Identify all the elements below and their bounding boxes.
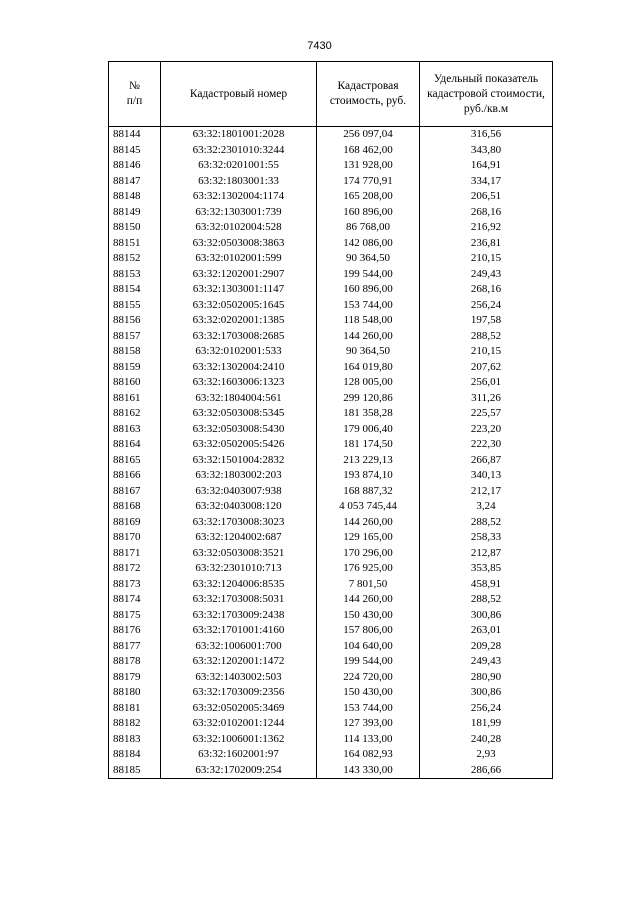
cadastral-value-cell: 143 330,00 xyxy=(317,763,420,779)
row-index-cell: 88156 xyxy=(109,313,161,329)
table-row xyxy=(109,639,553,655)
table-row xyxy=(109,670,553,686)
specific-value-cell: 209,28 xyxy=(420,639,553,655)
specific-value-cell: 249,43 xyxy=(420,267,553,283)
cadastral-value-cell: 160 896,00 xyxy=(317,205,420,221)
specific-value-cell: 2,93 xyxy=(420,747,553,763)
specific-value-cell: 334,17 xyxy=(420,174,553,190)
table-row xyxy=(109,391,553,407)
cadastral-number-cell: 63:32:1703008:2685 xyxy=(161,329,317,345)
cadastral-value-cell: 86 768,00 xyxy=(317,220,420,236)
cadastral-value-cell: 179 006,40 xyxy=(317,422,420,438)
specific-value-cell: 340,13 xyxy=(420,468,553,484)
table-row xyxy=(109,499,553,515)
row-index-cell: 88154 xyxy=(109,282,161,298)
specific-value-cell: 458,91 xyxy=(420,577,553,593)
specific-value-cell: 210,15 xyxy=(420,251,553,267)
specific-value-cell: 286,66 xyxy=(420,763,553,779)
cadastral-number-cell: 63:32:1204002:687 xyxy=(161,530,317,546)
cadastral-value-cell: 7 801,50 xyxy=(317,577,420,593)
row-index-cell: 88157 xyxy=(109,329,161,345)
cadastral-number-cell: 63:32:0503008:5345 xyxy=(161,406,317,422)
cadastral-value-cell: 150 430,00 xyxy=(317,685,420,701)
specific-value-cell: 288,52 xyxy=(420,329,553,345)
specific-value-cell: 236,81 xyxy=(420,236,553,252)
cadastral-value-cell: 168 887,32 xyxy=(317,484,420,500)
cadastral-value-cell: 199 544,00 xyxy=(317,267,420,283)
cadastral-number-cell: 63:32:0102001:1244 xyxy=(161,716,317,732)
table-row xyxy=(109,220,553,236)
specific-value-cell: 225,57 xyxy=(420,406,553,422)
table-row xyxy=(109,515,553,531)
table-row xyxy=(109,546,553,562)
header-index-label: № п/п xyxy=(126,80,143,107)
cadastral-number-cell: 63:32:1303001:739 xyxy=(161,205,317,221)
cadastral-number-cell: 63:32:0102001:533 xyxy=(161,344,317,360)
row-index-cell: 88176 xyxy=(109,623,161,639)
table-row xyxy=(109,267,553,283)
row-index-cell: 88144 xyxy=(109,127,161,143)
specific-value-cell: 266,87 xyxy=(420,453,553,469)
specific-value-cell: 3,24 xyxy=(420,499,553,515)
table-body xyxy=(109,127,553,779)
specific-value-cell: 256,24 xyxy=(420,701,553,717)
table-row xyxy=(109,174,553,190)
table-row xyxy=(109,453,553,469)
table-row xyxy=(109,685,553,701)
row-index-cell: 88150 xyxy=(109,220,161,236)
cadastral-number-cell: 63:32:1701001:4160 xyxy=(161,623,317,639)
row-index-cell: 88158 xyxy=(109,344,161,360)
table-row xyxy=(109,747,553,763)
cadastral-number-cell: 63:32:1801001:2028 xyxy=(161,127,317,143)
row-index-cell: 88151 xyxy=(109,236,161,252)
specific-value-cell: 256,24 xyxy=(420,298,553,314)
specific-value-cell: 316,56 xyxy=(420,127,553,143)
specific-value-cell: 256,01 xyxy=(420,375,553,391)
specific-value-cell: 280,90 xyxy=(420,670,553,686)
cadastral-value-cell: 114 133,00 xyxy=(317,732,420,748)
specific-value-cell: 181,99 xyxy=(420,716,553,732)
table-row xyxy=(109,530,553,546)
cadastral-number-cell: 63:32:0403007:938 xyxy=(161,484,317,500)
cadastral-value-cell: 299 120,86 xyxy=(317,391,420,407)
header-index xyxy=(109,62,161,127)
specific-value-cell: 288,52 xyxy=(420,592,553,608)
specific-value-cell: 288,52 xyxy=(420,515,553,531)
row-index-cell: 88163 xyxy=(109,422,161,438)
cadastral-value-cell: 164 082,93 xyxy=(317,747,420,763)
cadastral-number-cell: 63:32:0503008:3521 xyxy=(161,546,317,562)
cadastral-value-cell: 174 770,91 xyxy=(317,174,420,190)
row-index-cell: 88146 xyxy=(109,158,161,174)
cadastral-number-cell: 63:32:1204006:8535 xyxy=(161,577,317,593)
table-row xyxy=(109,205,553,221)
table-row xyxy=(109,143,553,159)
row-index-cell: 88147 xyxy=(109,174,161,190)
row-index-cell: 88159 xyxy=(109,360,161,376)
table-row xyxy=(109,282,553,298)
cadastral-value-cell: 104 640,00 xyxy=(317,639,420,655)
specific-value-cell: 212,87 xyxy=(420,546,553,562)
table-row xyxy=(109,654,553,670)
cadastral-number-cell: 63:32:1703009:2356 xyxy=(161,685,317,701)
row-index-cell: 88149 xyxy=(109,205,161,221)
cadastral-value-cell: 168 462,00 xyxy=(317,143,420,159)
table-row xyxy=(109,561,553,577)
header-cadastral-value xyxy=(317,62,420,127)
cadastral-number-cell: 63:32:1006001:1362 xyxy=(161,732,317,748)
table-row xyxy=(109,360,553,376)
cadastral-number-cell: 63:32:1803002:203 xyxy=(161,468,317,484)
table-row xyxy=(109,577,553,593)
cadastral-value-cell: 170 296,00 xyxy=(317,546,420,562)
cadastral-value-cell: 127 393,00 xyxy=(317,716,420,732)
row-index-cell: 88175 xyxy=(109,608,161,624)
table-row xyxy=(109,236,553,252)
cadastral-value-cell: 153 744,00 xyxy=(317,701,420,717)
table-row xyxy=(109,592,553,608)
row-index-cell: 88167 xyxy=(109,484,161,500)
specific-value-cell: 223,20 xyxy=(420,422,553,438)
table-row xyxy=(109,344,553,360)
table-row xyxy=(109,189,553,205)
cadastral-value-cell: 128 005,00 xyxy=(317,375,420,391)
cadastral-value-cell: 131 928,00 xyxy=(317,158,420,174)
table-row xyxy=(109,484,553,500)
cadastral-value-cell: 193 874,10 xyxy=(317,468,420,484)
row-index-cell: 88174 xyxy=(109,592,161,608)
cadastral-number-cell: 63:32:0202001:1385 xyxy=(161,313,317,329)
cadastral-number-cell: 63:32:1703008:5031 xyxy=(161,592,317,608)
cadastral-value-cell: 142 086,00 xyxy=(317,236,420,252)
cadastral-value-cell: 90 364,50 xyxy=(317,251,420,267)
table-row xyxy=(109,437,553,453)
header-cadastral-number-label: Кадастровый номер xyxy=(189,87,288,100)
cadastral-value-cell: 199 544,00 xyxy=(317,654,420,670)
cadastral-value-table xyxy=(108,61,553,779)
row-index-cell: 88152 xyxy=(109,251,161,267)
table-row xyxy=(109,251,553,267)
row-index-cell: 88172 xyxy=(109,561,161,577)
cadastral-number-cell: 63:32:1302004:2410 xyxy=(161,360,317,376)
cadastral-value-cell: 176 925,00 xyxy=(317,561,420,577)
table-row xyxy=(109,608,553,624)
row-index-cell: 88185 xyxy=(109,763,161,779)
specific-value-cell: 210,15 xyxy=(420,344,553,360)
specific-value-cell: 300,86 xyxy=(420,608,553,624)
table-row xyxy=(109,623,553,639)
table-row xyxy=(109,158,553,174)
table-row xyxy=(109,763,553,779)
specific-value-cell: 197,58 xyxy=(420,313,553,329)
row-index-cell: 88180 xyxy=(109,685,161,701)
row-index-cell: 88179 xyxy=(109,670,161,686)
cadastral-number-cell: 63:32:0502005:1645 xyxy=(161,298,317,314)
cadastral-value-cell: 164 019,80 xyxy=(317,360,420,376)
table-row xyxy=(109,313,553,329)
table-row xyxy=(109,127,553,143)
table-row xyxy=(109,406,553,422)
row-index-cell: 88178 xyxy=(109,654,161,670)
cadastral-number-cell: 63:32:0502005:5426 xyxy=(161,437,317,453)
specific-value-cell: 258,33 xyxy=(420,530,553,546)
specific-value-cell: 240,28 xyxy=(420,732,553,748)
cadastral-number-cell: 63:32:0201001:55 xyxy=(161,158,317,174)
table-row xyxy=(109,732,553,748)
cadastral-number-cell: 63:32:1803001:33 xyxy=(161,174,317,190)
cadastral-value-cell: 224 720,00 xyxy=(317,670,420,686)
cadastral-value-cell: 157 806,00 xyxy=(317,623,420,639)
cadastral-number-cell: 63:32:1603006:1323 xyxy=(161,375,317,391)
specific-value-cell: 212,17 xyxy=(420,484,553,500)
specific-value-cell: 353,85 xyxy=(420,561,553,577)
row-index-cell: 88181 xyxy=(109,701,161,717)
specific-value-cell: 263,01 xyxy=(420,623,553,639)
table-row xyxy=(109,422,553,438)
header-specific-value-label: Удельный показатель кадастровой стоимости, руб./кв.м xyxy=(427,72,545,115)
header-cadastral-number xyxy=(161,62,317,127)
cadastral-number-cell: 63:32:1703008:3023 xyxy=(161,515,317,531)
specific-value-cell: 311,26 xyxy=(420,391,553,407)
row-index-cell: 88161 xyxy=(109,391,161,407)
row-index-cell: 88170 xyxy=(109,530,161,546)
specific-value-cell: 268,16 xyxy=(420,282,553,298)
specific-value-cell: 216,92 xyxy=(420,220,553,236)
specific-value-cell: 164,91 xyxy=(420,158,553,174)
cadastral-number-cell: 63:32:1403002:503 xyxy=(161,670,317,686)
table-header-row xyxy=(109,62,553,127)
specific-value-cell: 343,80 xyxy=(420,143,553,159)
header-cadastral-value-label: Кадастровая стоимость, руб. xyxy=(329,80,407,107)
cadastral-number-cell: 63:32:1602001:97 xyxy=(161,747,317,763)
row-index-cell: 88160 xyxy=(109,375,161,391)
cadastral-number-cell: 63:32:1703009:2438 xyxy=(161,608,317,624)
specific-value-cell: 222,30 xyxy=(420,437,553,453)
cadastral-value-cell: 181 174,50 xyxy=(317,437,420,453)
cadastral-number-cell: 63:32:1202001:2907 xyxy=(161,267,317,283)
cadastral-number-cell: 63:32:1804004:561 xyxy=(161,391,317,407)
table-row xyxy=(109,468,553,484)
cadastral-number-cell: 63:32:1202001:1472 xyxy=(161,654,317,670)
specific-value-cell: 249,43 xyxy=(420,654,553,670)
cadastral-number-cell: 63:32:1006001:700 xyxy=(161,639,317,655)
row-index-cell: 88145 xyxy=(109,143,161,159)
row-index-cell: 88155 xyxy=(109,298,161,314)
table-row xyxy=(109,701,553,717)
row-index-cell: 88177 xyxy=(109,639,161,655)
specific-value-cell: 206,51 xyxy=(420,189,553,205)
cadastral-number-cell: 63:32:1303001:1147 xyxy=(161,282,317,298)
row-index-cell: 88162 xyxy=(109,406,161,422)
row-index-cell: 88173 xyxy=(109,577,161,593)
cadastral-value-cell: 144 260,00 xyxy=(317,515,420,531)
cadastral-number-cell: 63:32:0403008:120 xyxy=(161,499,317,515)
row-index-cell: 88148 xyxy=(109,189,161,205)
header-specific-value xyxy=(420,62,553,127)
cadastral-value-cell: 153 744,00 xyxy=(317,298,420,314)
cadastral-number-cell: 63:32:0503008:5430 xyxy=(161,422,317,438)
specific-value-cell: 300,86 xyxy=(420,685,553,701)
table-row xyxy=(109,375,553,391)
page-number: 7430 xyxy=(307,40,332,52)
cadastral-number-cell: 63:32:2301010:3244 xyxy=(161,143,317,159)
row-index-cell: 88183 xyxy=(109,732,161,748)
cadastral-number-cell: 63:32:0102004:528 xyxy=(161,220,317,236)
specific-value-cell: 207,62 xyxy=(420,360,553,376)
row-index-cell: 88171 xyxy=(109,546,161,562)
cadastral-number-cell: 63:32:0503008:3863 xyxy=(161,236,317,252)
cadastral-number-cell: 63:32:0102001:599 xyxy=(161,251,317,267)
cadastral-value-cell: 4 053 745,44 xyxy=(317,499,420,515)
cadastral-value-cell: 129 165,00 xyxy=(317,530,420,546)
cadastral-value-cell: 181 358,28 xyxy=(317,406,420,422)
cadastral-value-cell: 160 896,00 xyxy=(317,282,420,298)
cadastral-value-cell: 118 548,00 xyxy=(317,313,420,329)
row-index-cell: 88184 xyxy=(109,747,161,763)
cadastral-number-cell: 63:32:0502005:3469 xyxy=(161,701,317,717)
cadastral-value-cell: 150 430,00 xyxy=(317,608,420,624)
cadastral-value-cell: 256 097,04 xyxy=(317,127,420,143)
cadastral-number-cell: 63:32:1302004:1174 xyxy=(161,189,317,205)
specific-value-cell: 268,16 xyxy=(420,205,553,221)
table-row xyxy=(109,298,553,314)
cadastral-value-cell: 213 229,13 xyxy=(317,453,420,469)
table-header xyxy=(109,62,553,127)
row-index-cell: 88169 xyxy=(109,515,161,531)
cadastral-value-cell: 144 260,00 xyxy=(317,329,420,345)
row-index-cell: 88166 xyxy=(109,468,161,484)
table-row xyxy=(109,329,553,345)
row-index-cell: 88168 xyxy=(109,499,161,515)
cadastral-number-cell: 63:32:1501004:2832 xyxy=(161,453,317,469)
cadastral-number-cell: 63:32:2301010:713 xyxy=(161,561,317,577)
row-index-cell: 88164 xyxy=(109,437,161,453)
row-index-cell: 88153 xyxy=(109,267,161,283)
cadastral-value-cell: 90 364,50 xyxy=(317,344,420,360)
row-index-cell: 88165 xyxy=(109,453,161,469)
table-row xyxy=(109,716,553,732)
row-index-cell: 88182 xyxy=(109,716,161,732)
cadastral-value-cell: 165 208,00 xyxy=(317,189,420,205)
cadastral-number-cell: 63:32:1702009:254 xyxy=(161,763,317,779)
cadastral-value-cell: 144 260,00 xyxy=(317,592,420,608)
